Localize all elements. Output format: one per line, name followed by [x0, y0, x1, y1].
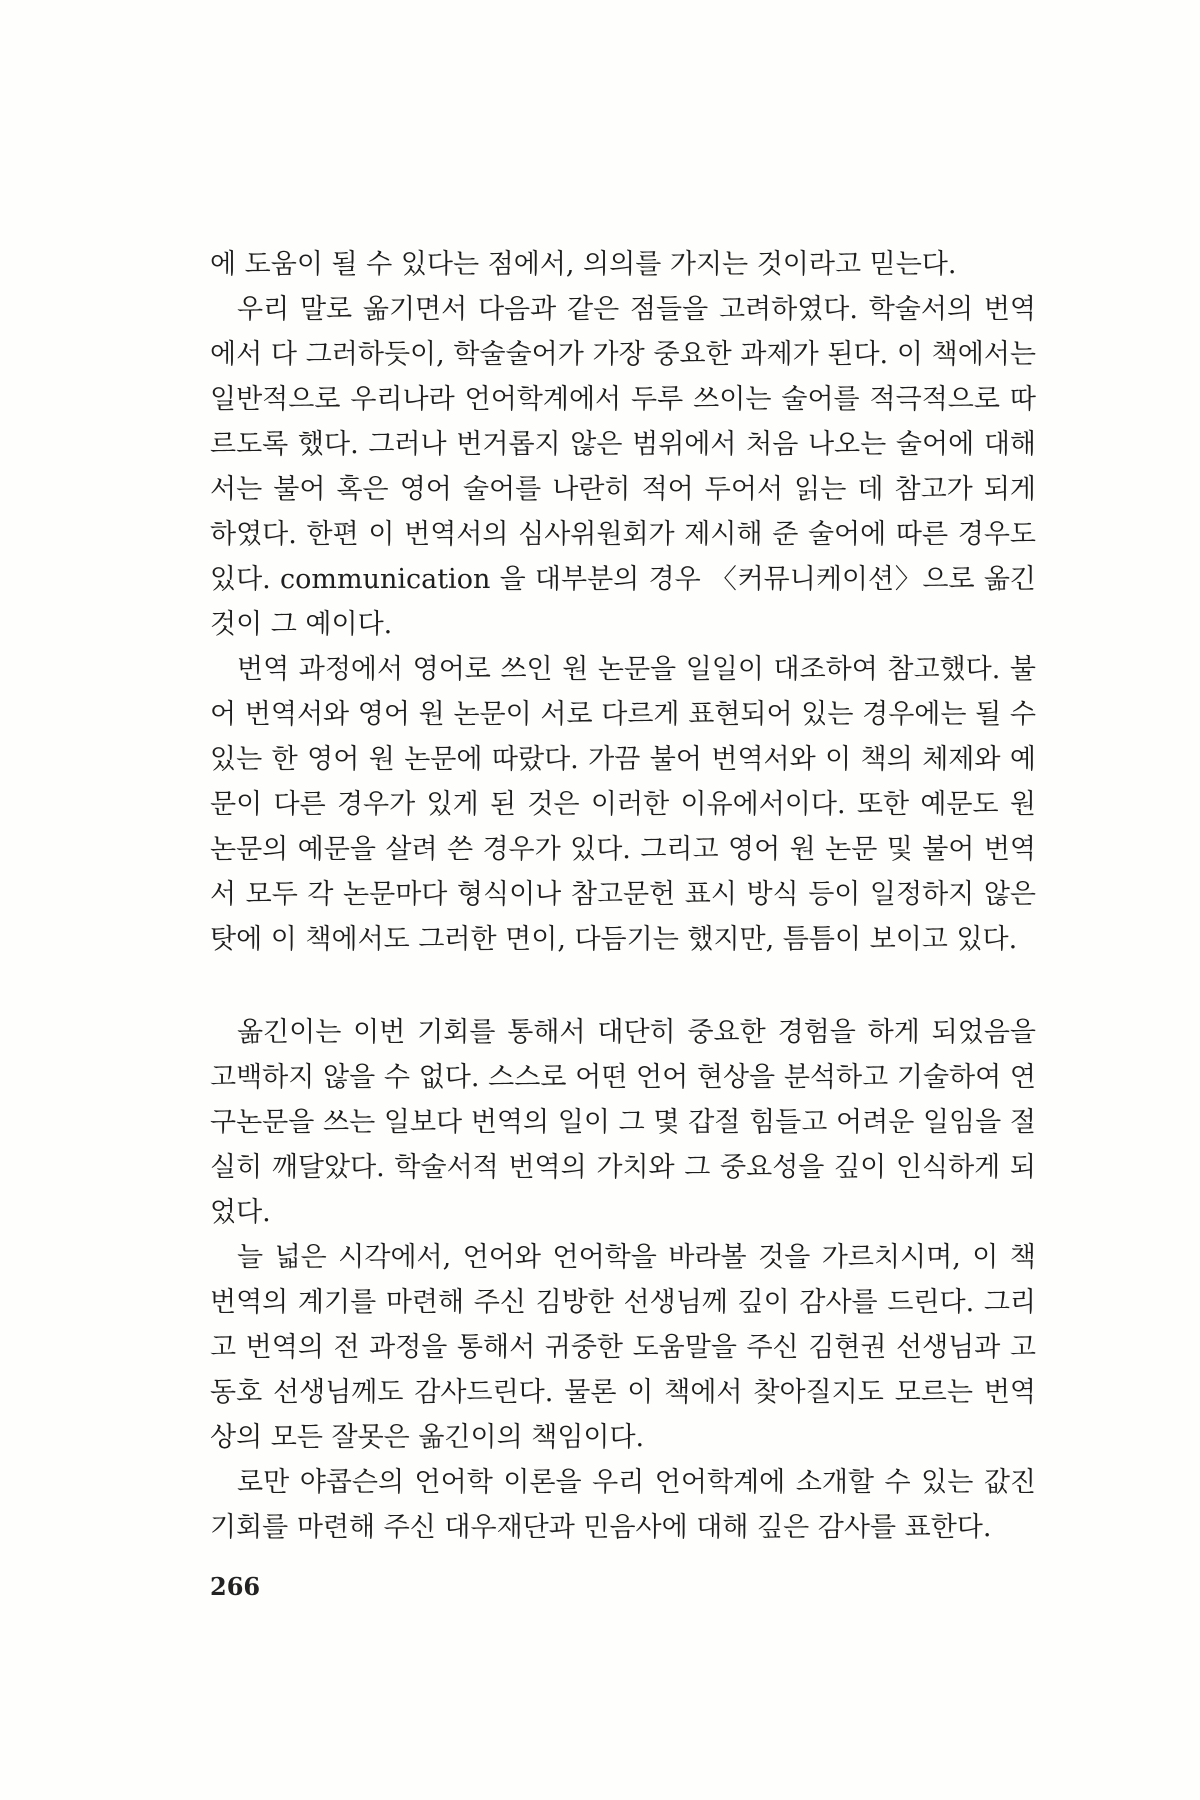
paragraph-continued: 에 도움이 될 수 있다는 점에서, 의의를 가지는 것이라고 믿는다.	[210, 249, 957, 280]
page-number: 266	[210, 1572, 261, 1601]
paragraph-translation-process: 번역 과정에서 영어로 쓰인 원 논문을 일일이 대조하여 참고했다. 불어 번역서와 영어 원 논문이 서로 다르게 표현되어 있는 경우에는 될 수 있는 한 영어 원 논문에 따랐다. 가끔 불어 번역서와 이 책의 체제와 예문이 다른 경우가 있게 된 것은 이러한 이유에서이다. 또한 예문도 원 논문의 예문을 살려 쓴 경우가 있다. 그리고 영어 원 논문 및 불어 번역서 모두 각 논문마다 형식이나 참고문헌 표시 방식 등이 일정하지 않은 탓에 이 책에서도 그러한 면이, 다듬기는 했지만, 틈틈이 보이고 있다.	[210, 654, 1036, 955]
section-1	[210, 242, 1036, 962]
paragraph-terminology: 우리 말로 옮기면서 다음과 같은 점들을 고려하였다. 학술서의 번역에서 다 그러하듯이, 학술술어가 가장 중요한 과제가 된다. 이 책에서는 일반적으로 우리나라 언어학계에서 두루 쓰이는 술어를 적극적으로 따르도록 했다. 그러나 번거롭지 않은 범위에서 처음 나오는 술어에 대해서는 불어 혹은 영어 술어를 나란히 적어 두어서 읽는 데 참고가 되게 하였다. 한편 이 번역서의 심사위원회가 제시해 준 술어에 따른 경우도 있다. communication 을 대부분의 경우 〈커뮤니케이션〉으로 옮긴 것이 그 예이다.	[210, 294, 1036, 640]
paragraph-experience: 옮긴이는 이번 기회를 통해서 대단히 중요한 경험을 하게 되었음을 고백하지 않을 수 없다. 스스로 어떤 언어 현상을 분석하고 기술하여 연구논문을 쓰는 일보다 번역의 일이 그 몇 갑절 힘들고 어려운 일임을 절실히 깨달았다. 학술서적 번역의 가치와 그 중요성을 깊이 인식하게 되었다.	[210, 1017, 1036, 1228]
section-2	[210, 1010, 1036, 1550]
paragraph-acknowledgement-publishers: 로만 야콥슨의 언어학 이론을 우리 언어학계에 소개할 수 있는 값진 기회를 마련해 주신 대우재단과 민음사에 대해 깊은 감사를 표한다.	[210, 1467, 1036, 1543]
paragraph-acknowledgement-teachers: 늘 넓은 시각에서, 언어와 언어학을 바라볼 것을 가르치시며, 이 책 번역의 계기를 마련해 주신 김방한 선생님께 깊이 감사를 드린다. 그리고 번역의 전 과정을 통해서 귀중한 도움말을 주신 김현권 선생님과 고동호 선생님께도 감사드린다. 물론 이 책에서 찾아질지도 모르는 번역상의 모든 잘못은 옮긴이의 책임이다.	[210, 1242, 1036, 1453]
